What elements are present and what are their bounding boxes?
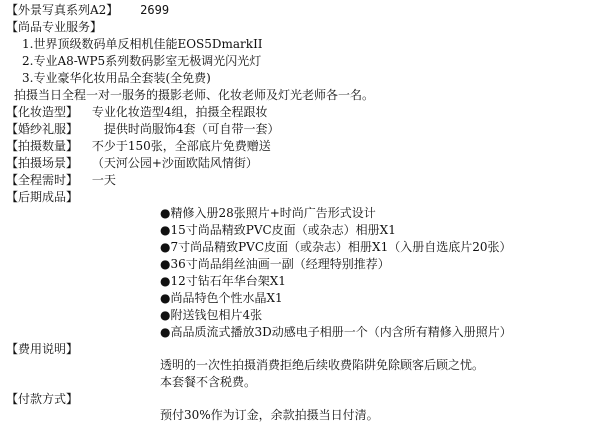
product-item: ●尚品特色个性水晶X1 (160, 291, 283, 305)
service-heading: 【尚品专业服务】 (6, 20, 103, 34)
spec-label: 【拍摄数量】 (6, 139, 79, 153)
package-title: 【外景写真系列A2】 (6, 3, 119, 17)
spec-value: 一天 (91, 173, 116, 187)
service-item: 3.专业豪华化妆用品全套装(全免费) (22, 71, 211, 85)
payment-heading: 【付款方式】 (6, 392, 79, 406)
product-item: ●12寸钻石年华台架X1 (160, 274, 286, 288)
package-title-row (6, 2, 169, 18)
product-item: ●精修入册28张照片+时尚广告形式设计 (160, 206, 376, 220)
spec-value: 专业化妆造型4组，拍摄全程跟妆 (91, 105, 268, 119)
products-heading: 【后期成品】 (6, 190, 79, 204)
spec-label: 【化妆造型】 (6, 105, 79, 119)
spec-row (6, 172, 116, 188)
spec-row (6, 121, 279, 137)
product-item: ●7寸尚品精致PVC皮面（或杂志）相册X1（入册自选底片20张） (160, 240, 512, 254)
fees-line: 透明的一次性拍摄消费拒绝后续收费陷阱免除顾客后顾之忧。 (160, 358, 485, 372)
fees-heading: 【费用说明】 (6, 342, 79, 356)
product-item: ●36寸尚品绢丝油画一副（经理特别推荐） (160, 257, 390, 271)
service-item: 1.世界顶级数码单反相机佳能EOS5DmarkII (22, 37, 263, 51)
spec-label: 【拍摄场景】 (6, 156, 79, 170)
spec-value: 不少于150张，全部底片免费赠送 (91, 139, 271, 153)
fees-line: 本套餐不含税费。 (160, 375, 257, 389)
product-item: ●高品质流式播放3D动感电子相册一个（内含所有精修入册照片） (160, 325, 512, 339)
product-item: ●附送钱包相片4张 (160, 308, 263, 322)
package-price: 2699 (140, 3, 170, 17)
spec-row (6, 138, 271, 154)
spec-row (6, 155, 258, 171)
spec-value: （天河公园+沙面欧陆风情街） (91, 156, 258, 170)
payment-line: 预付30%作为订金，余款拍摄当日付清。 (160, 408, 379, 422)
product-item: ●15寸尚品精致PVC皮面（或杂志）相册X1 (160, 223, 396, 237)
spec-value: 提供时尚服饰4套（可自带一套） (103, 122, 280, 136)
spec-label: 【婚纱礼服】 (6, 122, 79, 136)
service-note: 拍摄当日全程一对一服务的摄影老师、化妆老师及灯光老师各一名。 (14, 88, 375, 102)
spec-label: 【全程需时】 (6, 173, 79, 187)
service-item: 2.专业A8-WP5系列数码影室无极调光闪光灯 (22, 54, 262, 68)
spec-row (6, 104, 267, 120)
